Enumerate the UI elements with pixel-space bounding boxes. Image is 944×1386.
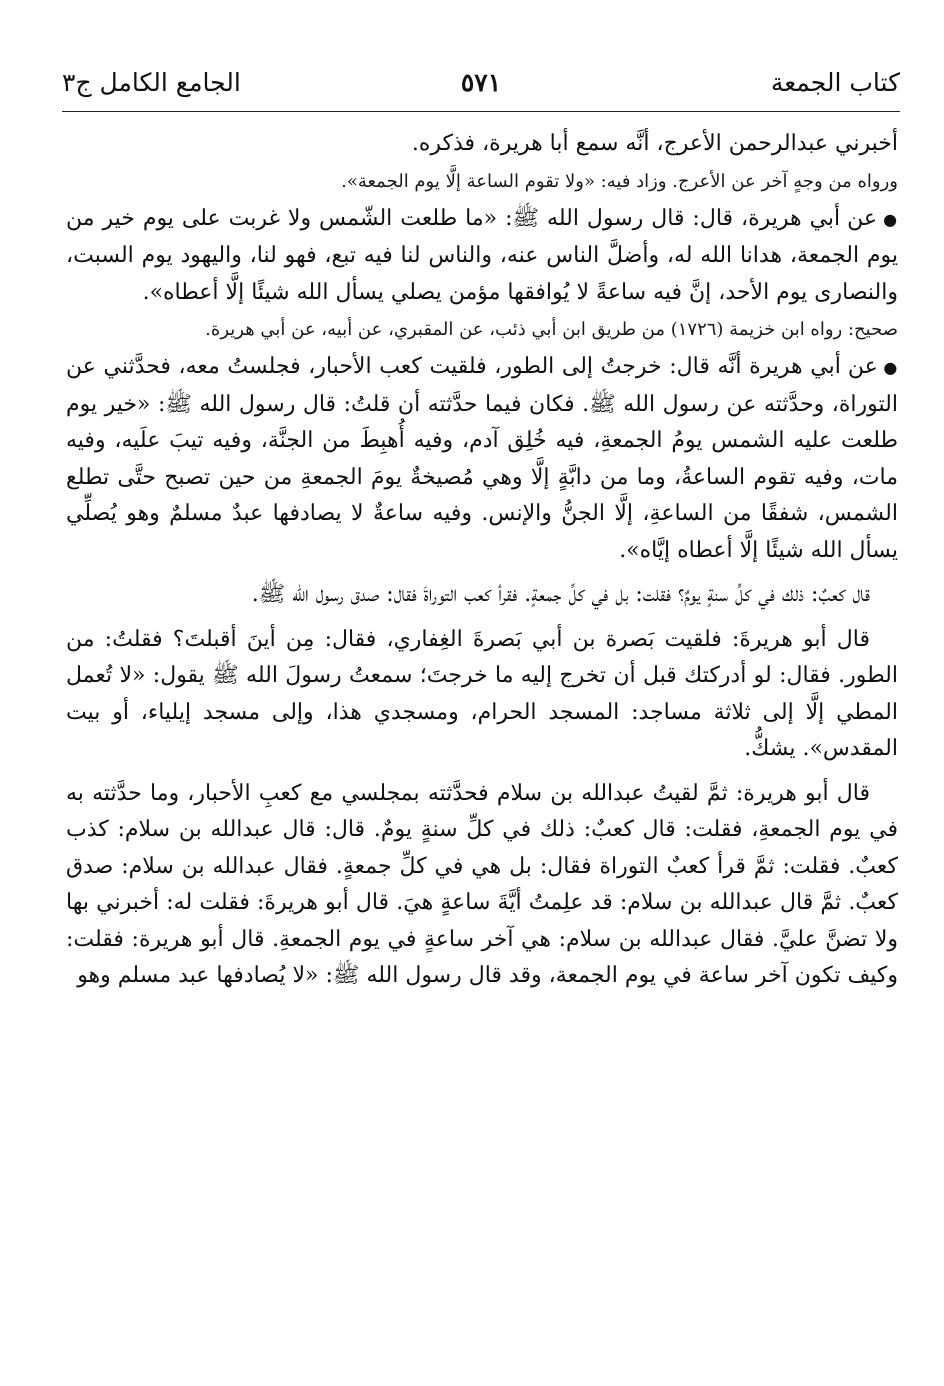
running-title-book: كتاب الجمعة: [770, 68, 900, 97]
running-title-collection: الجامع الكامل ج٣: [62, 68, 241, 97]
page-number: ٥٧١: [460, 68, 502, 97]
paragraph-note: ورواه من وجهٍ آخر عن الأعرج. وزاد فيه: «ولا تقوم الساعة إلَّا يوم الجمعة».: [341, 170, 898, 192]
paragraph-narration: قال كعبٌ: ذلك في كلِّ سنةٍ يومٌ؟ فقلت: بل في كلِّ جمعةٍ. فقرأ كعب التوراةَ فقال: صدق رسول الله ﷺ.: [251, 582, 870, 607]
page-body: [66, 126, 898, 995]
paragraph-hadith: ● عن أبي هريرة، قال: قال رسول الله ﷺ: «ما طلعت الشّمس ولا غربت على يوم خير من يوم الجمعة، هدانا الله له، وأضلَّ الناس عنه، والناس لنا فيه تبع، فهو لنا، واليهود يوم السبت، والنصارى يوم الأحد، إنَّ فيه ساعةً لا يُوافقها مؤمن يصلي يسأل الله شيئًا إلَّا أعطاه».: [66, 201, 898, 312]
page-header: [62, 60, 900, 108]
header-rule: [62, 111, 900, 112]
paragraph-grading-note: صحيح: رواه ابن خزيمة (١٧٢٦) من طريق ابن أبي ذئب، عن المقبري، عن أبيه، عن أبي هريرة.: [205, 319, 898, 340]
paragraph-hadith-tail: أخبرني عبدالرحمن الأعرج، أنَّه سمع أبا هريرة، فذكره.: [411, 131, 898, 156]
paragraph-narration: قال أبو هريرة: ثمَّ لقيتُ عبدالله بن سلام فحدَّثته بمجلسي مع كعبِ الأحبار، وما حدَّثته به في يوم الجمعةِ، فقلت: قال كعبٌ: ذلك في كلِّ سنةٍ يومٌ. قال: قال عبدالله بن سلام: كذب كعبٌ. فقلت: ثمَّ قرأ كعبٌ التوراة فقال: بل هي في كلِّ جمعةٍ. فقال عبدالله بن سلام: صدق كعبٌ. ثمَّ قال عبدالله بن سلام: قد علِمتُ أيَّةَ ساعةٍ هيَ. قال أبو هريرةَ: فقلت له: أخبرني بها ولا تضنَّ عليَّ. فقال عبدالله بن سلام: هي آخر ساعةٍ في يوم الجمعةِ. قال أبو هريرة: فقلت: وكيف تكون آخر ساعة في يوم الجمعة، وقد قال رسول الله ﷺ: «لا يُصادفها عبد مسلم وهو: [66, 780, 899, 988]
paragraph-hadith: ● عن أبي هريرة أنَّه قال: خرجتُ إلى الطور، فلقيت كعب الأحبار، فجلستُ معه، فحدَّثني عن التوراة، وحدَّثته عن رسول الله ﷺ. فكان فيما حدَّثته أن قلتُ: قال رسول الله ﷺ: «خير يوم طلعت عليه الشمس يومُ الجمعةِ، فيه خُلِق آدم، وفيه أُهبِطَ من الجنَّة، وفيه تيبَ علَيه، وفيه مات، وفيه تقوم الساعةُ، وما من دابَّةٍ إلَّا وهي مُصيخةٌ يومَ الجمعةِ من حين تصبح حتَّى تطلع الشمس، شفقًا من الساعةِ، إلَّا الجنُّ والإنس. وفيه ساعةٌ لا يصادفها عبدٌ مسلمٌ وهو يُصلِّي يسأل الله شيئًا إلَّا أعطاه إيَّاه».: [66, 349, 898, 569]
paragraph-narration: قال أبو هريرةَ: فلقيت بَصرة بن أبي بَصرةَ الغِفاري، فقال: مِن أينَ أقبلتَ؟ فقلتُ: من الطور. فقال: لو أدركتك قبل أن تخرج إليه ما خرجتَ؛ سمعتُ رسولَ الله ﷺ يقول: «لا تُعمل المطي إلَّا إلى ثلاثة مساجد: المسجد الحرام، ومسجدي هذا، وإلى مسجد إيلياء، أو بيت المقدس». يشكُّ.: [66, 626, 898, 761]
